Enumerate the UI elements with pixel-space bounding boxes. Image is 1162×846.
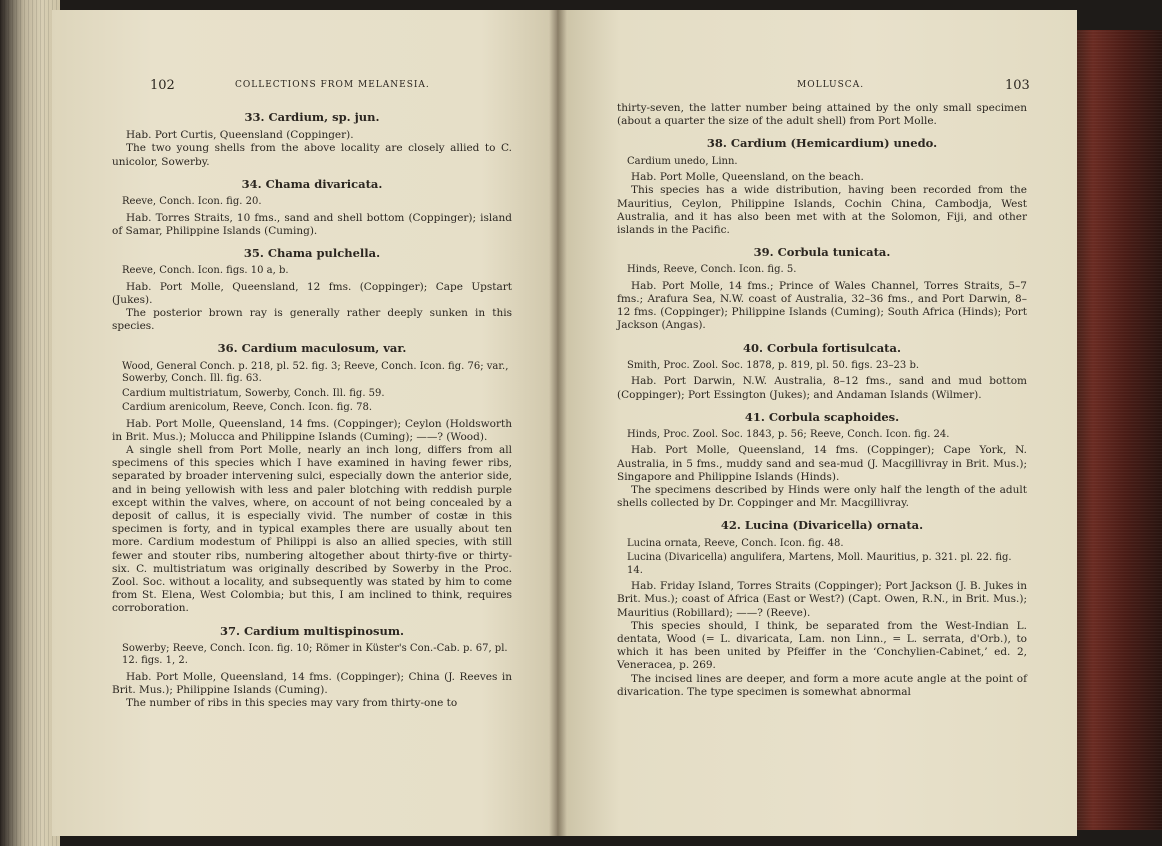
species-heading: 35. Chama pulchella. <box>243 245 381 260</box>
left-running-head: COLLECTIONS FROM MELANESIA. <box>235 80 430 90</box>
habitat-line: Hab. Friday Island, Torres Straits (Coppinger); Port Jackson (J. B. Jukes in Brit. Mus.); coast of Africa (East or West?) (Capt. Owen, R.N., in Brit. Mus.); Mauritius (Robillard); ——? (Reeve). <box>617 580 1027 619</box>
reference-line: Lucina (Divaricella) angulifera, Martens, Moll. Mauritius, p. 321. pl. 22. fig. 14. <box>627 552 1012 576</box>
habitat-line: Hab. Port Molle, Queensland, 12 fms. (Coppinger); Cape Upstart (Jukes). <box>112 280 512 306</box>
species-heading: 33. Cardium, sp. jun. <box>244 110 380 124</box>
reference-line: Cardium multistriatum, Sowerby, Conch. Ill. fig. 59. <box>122 387 385 399</box>
reference-line: Reeve, Conch. Icon. figs. 10 a, b. <box>122 265 289 277</box>
species-heading: 40. Corbula fortisulcata. <box>743 340 901 355</box>
spacer <box>617 88 1027 102</box>
paragraph: The incised lines are deeper, and form a more acute angle at the point of divarication. The type specimen is somewhat abnormal <box>617 672 1027 698</box>
species-heading: 36. Cardium maculosum, var. <box>217 341 407 356</box>
right-page-number: 103 <box>1005 78 1030 93</box>
species-heading: 34. Chama divaricata. <box>241 176 383 191</box>
page-edges-left <box>0 0 60 846</box>
paragraph: thirty-seven, the latter number being attained by the only small specimen (about a quarter the size of the adult shell) from Port Molle. <box>617 102 1027 128</box>
habitat-line: Hab. Torres Straits, 10 fms., sand and shell bottom (Coppinger); island of Samar, Philippine Islands (Cuming). <box>112 211 512 237</box>
reference-line: Wood, General Conch. p. 218, pl. 52. fig. 3; Reeve, Conch. Icon. fig. 76; var., Sowerby, Conch. Ill. fig. 63. <box>122 360 509 385</box>
habitat-line: Hab. Port Molle, Queensland, 14 fms. (Coppinger); Ceylon (Holdsworth in Brit. Mus.); Molucca and Philippine Islands (Cuming); ——? (Wood). <box>112 417 512 443</box>
paragraph: The specimens described by Hinds were only half the length of the adult shells collected by Dr. Coppinger and Mr. Macgillivray. <box>617 484 1027 510</box>
habitat-line: Hab. Port Molle, Queensland, 14 fms. (Coppinger); Cape York, N. Australia, in 5 fms., muddy sand and sea-mud (J. Macgillivray in Brit. Mus.); Singapore and Philippine Islands (Hinds). <box>617 444 1027 483</box>
species-heading: 42. Lucina (Divaricella) ornata. <box>720 518 924 533</box>
book-cover-right <box>1070 30 1162 830</box>
habitat-line: Hab. Port Curtis, Queensland (Coppinger). <box>126 129 354 142</box>
paragraph: This species should, I think, be separated from the West-Indian L. dentata, Wood (= L. divaricata, Lam. non Linn., = L. serrata, d'Orb.), to which it has been united by Pfeiffer in the ‘Conchylien-Cabinet,’ ed. 2, Veneracea, p. 269. <box>617 619 1027 672</box>
paragraph: The number of ribs in this species may vary from thirty-one to <box>126 697 458 710</box>
species-heading: 41. Corbula scaphoides. <box>744 409 900 424</box>
habitat-line: Hab. Port Molle, 14 fms.; Prince of Wales Channel, Torres Straits, 5–7 fms.; Arafura Sea, N.W. coast of Australia, 32–36 fms., and Port Darwin, 8–12 fms. (Coppinger); Philippine Islands (Cuming); South Africa (Hinds); Port Jackson (Angas). <box>617 279 1027 332</box>
reference-line: Reeve, Conch. Icon. fig. 20. <box>122 196 262 208</box>
paragraph: The posterior brown ray is generally rather deeply sunken in this species. <box>112 307 512 333</box>
book-gutter <box>549 10 567 836</box>
species-heading: 38. Cardium (Hemicardium) unedo. <box>706 136 938 151</box>
left-page-number: 102 <box>150 78 175 93</box>
habitat-line: Hab. Port Molle, Queensland, 14 fms. (Coppinger); China (J. Reeves in Brit. Mus.); Philippine Islands (Cuming). <box>112 670 512 697</box>
species-heading: 37. Cardium multispinosum. <box>219 623 405 638</box>
species-heading: 39. Corbula tunicata. <box>753 245 891 260</box>
left-page <box>52 10 557 836</box>
reference-line: Smith, Proc. Zool. Soc. 1878, p. 819, pl. 50. figs. 23–23 b. <box>627 359 920 371</box>
reference-line: Hinds, Proc. Zool. Soc. 1843, p. 56; Reeve, Conch. Icon. fig. 24. <box>627 428 950 440</box>
reference-line: Cardium arenicolum, Reeve, Conch. Icon. fig. 78. <box>122 402 372 414</box>
right-text-column <box>617 88 1027 699</box>
habitat-line: Hab. Port Darwin, N.W. Australia, 8–12 fms., sand and mud bottom (Coppinger); Port Essington (Jukes); and Andaman Islands (Wilmer). <box>617 375 1027 401</box>
reference-line: Hinds, Reeve, Conch. Icon. fig. 5. <box>627 264 797 276</box>
left-text-column <box>112 88 512 711</box>
reference-line: Sowerby; Reeve, Conch. Icon. fig. 10; Römer in Küster's Con.-Cab. p. 67, pl. 12. figs. 1, 2. <box>122 642 508 667</box>
habitat-line: Hab. Port Molle, Queensland, on the beach. <box>631 171 864 184</box>
reference-line: Lucina ornata, Reeve, Conch. Icon. fig. 48. <box>627 537 844 549</box>
right-running-head: MOLLUSCA. <box>797 80 865 90</box>
right-page <box>557 10 1077 836</box>
paragraph: The two young shells from the above locality are closely allied to C. unicolor, Sowerby. <box>112 142 512 168</box>
paragraph: This species has a wide distribution, having been recorded from the Mauritius, Ceylon, Philippine Islands, Cochin China, Cambodja, West Australia, and it has also been met with at the Solomon, Fiji, and other islands in the Pacific. <box>617 184 1027 236</box>
paragraph: A single shell from Port Molle, nearly an inch long, differs from all specimens of this species which I have examined in having fewer ribs, separated by broader intervening sulci, especially down the anterior side, and in being yellowish with less and paler blotching with reddish purple except within the valves, where, on account of not being concealed by a deposit of callus, it is especially vivid. The number of costæ in this specimen is forty, and in typical examples there are usually about ten more. Cardium modestum of Philippi is also an allied species, with still fewer and stouter ribs, numbering altogether about thirty-five or thirty-six. C. multistriatum was originally described by Sowerby in the Proc. Zool. Soc. without a locality, and subsequently was stated by him to come from St. Elena, West Colombia; but this, I am inclined to think, requires corroboration. <box>112 444 512 615</box>
reference-line: Cardium unedo, Linn. <box>627 155 738 167</box>
